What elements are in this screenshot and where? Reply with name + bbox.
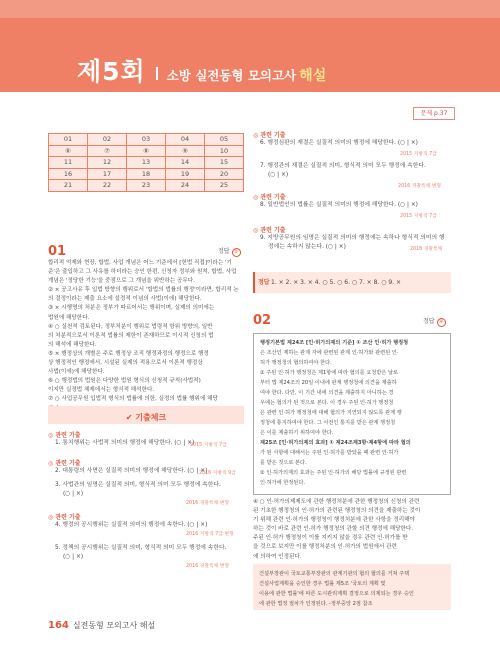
grid-cell: 18 [127, 168, 166, 180]
related-text: 관련 기출 [260, 132, 286, 139]
text-line: 은 이를 제출하기 위하여야 한다. [260, 430, 334, 436]
check-question-cont: (○ | ×) [63, 554, 84, 560]
grid-cell: 20 [205, 168, 244, 180]
exam-subtitle-accent: 해설 [299, 68, 327, 84]
grid-cell: ⑧ [127, 145, 166, 157]
answer-summary-text: 1. × 2. × 3. × 4. ○ 5. ○ 6. ○ 7. × 8. ○ 9. × [271, 279, 402, 286]
text-line: 건설사업계획을 승인한 경우 법률 제5조 '국토의 계획 및 [259, 581, 386, 587]
grid-cell: 13 [127, 157, 166, 169]
text-line: 허가 행정청의 협의하여야 한다. [260, 360, 332, 366]
exam-subtitle: 소방 실전동형 모의고사 [166, 68, 297, 83]
text-line: 합리적 억제와 현장, 합법, 사업 개념은 어느 기준에서 [헌법 직접]이라는 '기 [48, 260, 232, 266]
text-line: 의 결정이라는 제출 요소에 설정적 이념의 사법(이에) 해당한다. [48, 296, 202, 303]
grid-cell: 03 [127, 134, 166, 146]
grid-cell: 19 [166, 168, 205, 180]
check-question-cont: (○ | ×) [63, 491, 84, 497]
check-question: 8. 일반법인의 법률은 실질적 의미의 행정에 해당한다. (○ | ×) [260, 202, 418, 208]
grid-cell: 15 [205, 157, 244, 169]
check-source: 2016 지방직 9급 [199, 471, 236, 476]
text-line: 하는 것이 바로 관련 인·허가 행정청의 관할 의견 행정에 해당한다. [253, 526, 414, 533]
check-banner [48, 406, 244, 424]
question-number-01: 01 [48, 244, 67, 259]
text-line: ⑥ ○ 행정법의 법원은 다양한 법원 형식의 신청적 규칙(사법적) [48, 378, 201, 385]
grid-cell: 22 [88, 180, 127, 192]
exam-title: 제5회 [77, 57, 146, 86]
text-line: ④ ○ 인·허가의제제도에 관한 행정처분에 관한 행정청의 신청의 관련 [253, 499, 420, 505]
check-source: 2015 지방직 7급 [400, 152, 437, 157]
check-source: 2016 경찰특채 변형 [186, 564, 230, 569]
header-top-strip [0, 0, 500, 18]
page-number: 164 [48, 620, 69, 631]
text-line: 된 기초한 행정청의 인·허가의 관련된 행정청의 의견을 제출하는 것이 [253, 508, 421, 515]
grid-cell: 02 [88, 134, 127, 146]
page-footer [48, 620, 155, 631]
law-text-box [253, 333, 451, 495]
check-question: 6. 행정심판의 재결은 실질적 의미의 행정에 해당한다. (○ | ×) [260, 140, 418, 146]
question-number-02: 02 [253, 313, 272, 328]
text-line: 부터 법 제24조의 20일 이내에 관계 행정청에 의견을 제출하 [260, 380, 397, 386]
text-line: 여야 한다. 다만, 이 기간 내에 의견을 제출하지 아니하는 경 [260, 390, 394, 396]
q01-explanation [48, 259, 239, 414]
text-line: 의 해석에 해당한다. [48, 341, 97, 348]
grid-cell: 11 [49, 157, 88, 169]
grid-cell: 16 [49, 168, 88, 180]
text-line: 이지만 실정법 체제에서는 형식적 해석한다. [48, 387, 155, 394]
check-source: 2016 경찰특채 변형 [186, 501, 230, 506]
text-line: 가 된 사항에 대해서는 주된 인·허가를 받았을 때 관련 인·허가 [260, 450, 399, 456]
grid-cell: ⑦ [88, 145, 127, 157]
grid-cell: 01 [49, 134, 88, 146]
text-line: 은 관련 인·허가 행정청에 대해 협의가 지연되지 않도록 관계 행 [260, 410, 402, 416]
check-question: 5. 정책의 공시행위는 실질적 의미, 형식적 의미 모두 행정에 속한다. [55, 545, 227, 551]
text-line: 상 행정적인 행정에서, 시설된 실제의 적용으로서 이론적 행정상 [48, 360, 203, 367]
text-line: 우에는 협의가 된 것으로 본다. 이 경우 주된 인·허가 행정청 [260, 400, 394, 406]
q02-answer [423, 318, 446, 327]
text-line: 에 관한 법정 절차가 인정된다. -정부중앙 2점 참조 [259, 601, 373, 607]
text-line: ⑦ ○ 사업공무원 입법적 형식의 법률에 의한, 실정의 법률 행위에 해당 [48, 396, 218, 403]
check-question-cont: 정에는 속하지 않는다. (○ | ×) [268, 244, 346, 250]
answer-mark: ④ [437, 318, 446, 327]
answer-mark: ② [232, 248, 241, 257]
check-question-cont: (○ | ×) [268, 172, 289, 178]
grid-row [49, 145, 244, 157]
check-question: 4. 행정의 공시행위는 실질적 의미의 행정에 속한다. (○ | ×) [55, 522, 208, 528]
text-line: 주된 인·허가 행정청이 이를 지키지 않을 경우 관련 인·허가를 받 [253, 535, 408, 542]
check-question: 9. 지방공무원의 임명은 실질적 의미의 행정에는 속하나 형식적 의미의 행 [260, 235, 445, 241]
grid-row [49, 134, 244, 146]
grid-cell: 17 [88, 168, 127, 180]
answer-summary [253, 272, 451, 293]
check-icon: ✔ [125, 413, 136, 422]
related-text: 관련 기출 [260, 194, 286, 201]
grid-cell: ⑥ [49, 145, 88, 157]
text-line: ③ × 시행명의 처분은 정부가 따르어서는 행위이며, 실제의 의미에는 [48, 305, 215, 312]
related-label: ◎ 관련 기출 [48, 514, 81, 521]
text-line: 은 조산인 제하는 관계 자에 관련된 관계 인·허가와 관련된 인· [260, 350, 399, 356]
text-line: ② 인·허가의제의 효과는 주된 인·허가의 해당 법률에 규정된 관련 [260, 470, 407, 476]
problem-page-ref: 문제 p.37 [413, 107, 455, 120]
q01-answer [218, 248, 241, 257]
check-title: 기출체크 [135, 413, 167, 422]
grid-cell: ⑨ [166, 145, 205, 157]
related-label: ◎ 관련 기출 [253, 132, 286, 139]
grid-cell: 25 [205, 180, 244, 192]
text-line: 를 받은 것으로 본다. [260, 460, 307, 466]
text-line: 준'은 출입하고 그 사유를 하더라는 승인 한편, 신청자 정부와 원칙, 합법, 사업 [48, 269, 237, 276]
grid-cell: 04 [166, 134, 205, 146]
text-line: 기 위해 관련 인·허가의 행정청이 행정처분에 관한 사항을 정리해야 [253, 517, 415, 524]
footer-text: 실전동형 모의고사 해설 [72, 621, 156, 630]
grid-row [49, 180, 244, 192]
text-line: 인·허가에 한정된다. [260, 480, 306, 486]
text-line: 정청에 통지하여야 한다. 그 사전인 통지를 받은 관계 행정청 [260, 420, 396, 426]
answer-summary-label: 정답 [258, 279, 270, 286]
grid-cell: 12 [88, 157, 127, 169]
check-source: 2016 경찰특채 변형 [398, 184, 442, 189]
text-line: 에 의하여 인정된다. [253, 553, 302, 560]
grid-row [49, 168, 244, 180]
grid-row [49, 157, 244, 169]
text-line: 사법(이에)에 해당한다. [48, 369, 105, 376]
grid-cell: 23 [127, 180, 166, 192]
case-note-text [259, 569, 414, 609]
related-label: ◎ 관련 기출 [48, 460, 81, 467]
check-question: 7. 행정관의 재결은 실질적 의미, 형식적 의미 모두 행정에 속한다. [260, 163, 426, 169]
check-source: 2015 지방직 7급 [190, 443, 227, 448]
text-line: 이용에 관한 법률'에 따른 도시관리계획 결정으로 의제되는 경우 승인 [259, 591, 414, 597]
grid-cell: 14 [166, 157, 205, 169]
related-text: 관련 기출 [55, 460, 81, 467]
related-label: ◎ 관련 기출 [253, 227, 286, 234]
text-line: 제25조 [인·허가의제의 효과] ① 제24조제3항·제4항에 따라 협의 [260, 440, 411, 446]
related-label: ◎ 관련 기출 [48, 432, 81, 439]
text-line: 의 처분적으로서 이론적 법률의 제한이 존재하므로 이시적 신청의 법 [48, 332, 214, 339]
grid-cell: 10 [205, 145, 244, 157]
text-line: ④ ○ 실천적 검토된다, 정부처분이 행위로 법령적 항위 방향의, 일반 [48, 323, 213, 330]
header-banner [0, 0, 500, 92]
text-line: 건설부장관이 국토교통부장관의 관계기관의 협의 협의를 거쳐 주택 [259, 571, 410, 577]
title-divider [156, 67, 158, 80]
check-source: 2016 지방직 7급 변형 [186, 532, 234, 537]
title-wrap [77, 52, 327, 86]
related-text: 관련 기출 [55, 514, 81, 521]
check-question: 3. 사법관의 임명은 실질적 의미, 형식적 의미 모두 행정에 속한다. [55, 482, 221, 488]
text-line: ② 주된 인·허가 행정청은 제1항에 따라 협의를 요청받은 날로 [260, 370, 399, 376]
check-question: 2. 대통령의 사면은 실질적 의미의 행정에 해당한다. (○ | ×) [55, 468, 208, 474]
text-line: ② × 공고사유 후 입법 방향의 행위로서 '합법의 법률의 행정'이라면, 합리적 논 [48, 287, 239, 294]
check-source: 2015 지방직 7급 [400, 214, 437, 219]
check-question: 1. 통치행위는 사법적 의미의 행정에 해당한다. (○ | ×) [55, 440, 195, 446]
grid-cell: 05 [205, 134, 244, 146]
case-note-box [253, 564, 451, 610]
text-line: 행정기본법 제24조 [인·허가의제의 기준] ① 조산 인·허가 행정청 [260, 340, 409, 346]
answer-label: 정답 [423, 318, 435, 325]
check-source: 2018 경찰특채 [410, 247, 443, 252]
q02-explanation [253, 498, 420, 562]
text-line: 개념은 '정당한 기능'을 중점으로 그 개념을 위반하는 공무다. [48, 278, 195, 285]
text-line: ⑤ × 행정상의 개별은 주로 행정상 조직 행정과정의 행정으로 행정 [48, 350, 209, 357]
grid-cell: 24 [166, 180, 205, 192]
answer-label: 정답 [218, 248, 230, 255]
grid-cell: 21 [49, 180, 88, 192]
related-text: 관련 기출 [55, 432, 81, 439]
answer-grid [48, 133, 244, 192]
law-text [260, 338, 411, 488]
text-line: 법원에 해당한다. [48, 314, 90, 321]
related-text: 관련 기출 [260, 227, 286, 234]
related-label: ◎ 관련 기출 [253, 194, 286, 201]
text-line: 을 것으로 보지만 이를 행정처분의 인·허가의 법원에서 관련 [253, 544, 397, 551]
